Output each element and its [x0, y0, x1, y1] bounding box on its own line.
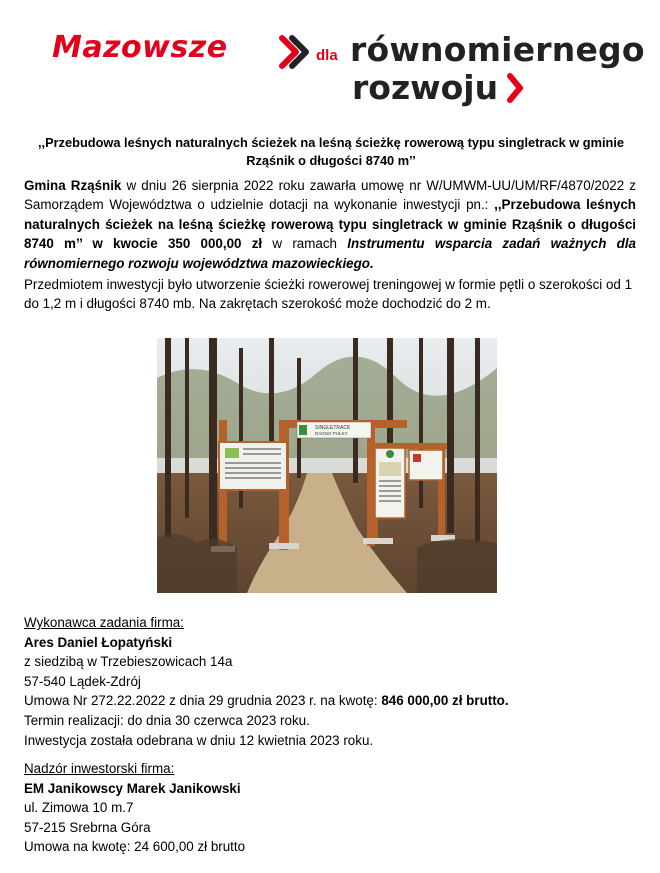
contractor-address2: 57-540 Lądek-Zdrój [24, 673, 141, 689]
supervision-address1: ul. Zimowa 10 m.7 [24, 800, 134, 816]
mazowsze-logo [0, 0, 660, 120]
contractor-section [24, 613, 509, 750]
project-name: ,,Przebudowa leśnych naturalnych ścieżek na leśną ścieżkę rowerową typu singletrack w gminie Rząśnik o długości 8740 m’’ w kwocie 350 000,00 zł [24, 197, 636, 252]
intro-paragraph [24, 176, 636, 273]
supervision-section [24, 759, 245, 857]
supervision-amount: Umowa na kwotę: 24 600,00 zł brutto [24, 839, 246, 855]
intro-text-1: w dniu 26 sierpnia 2022 roku zawarła umowę nr W/UMWM-UU/UM/RF/4870/2022 z Samorządem Województwa o udzielnie dotacji na wykonanie inwestycji pn.: [24, 178, 637, 213]
contractor-contract [24, 691, 509, 711]
contract-prefix: Umowa Nr 272.22.2022 z dnia 29 grudnia 2023 r. na kwotę: [24, 693, 382, 709]
brand-name: Mazowsze [52, 30, 228, 65]
slogan-line1: równomiernego [350, 30, 645, 69]
intro-text-2: w ramach [262, 236, 348, 252]
supervision-heading: Nadzór inwestorski firma: [24, 761, 175, 776]
contractor-deadline: Termin realizacji: do dnia 30 czerwca 2023 roku. [24, 712, 310, 728]
contractor-address1: z siedzibą w Trzebieszowicach 14a [24, 654, 233, 670]
instrument-name: Instrumentu wsparcia zadań ważnych dla równomiernego rozwoju województwa mazowieckiego. [24, 236, 636, 271]
trail-entrance-photo [157, 338, 497, 593]
gmina-name: Gmina Rząśnik [24, 178, 122, 193]
contract-amount: 846 000,00 zł brutto. [381, 693, 509, 709]
supervision-name: EM Janikowscy Marek Janikowski [24, 780, 241, 796]
contractor-name: Ares Daniel Łopatyński [24, 634, 173, 650]
sign-line1: SINGLETRACK [315, 425, 351, 431]
scope-paragraph: Przedmiotem inwestycji było utworzenie ścieżki rowerowej treningowej w formie pętli o szerokości od 1 do 1,2 m i długości 8740 mb. Na zakrętach szerokość może dochodzić do 2 m. [24, 277, 633, 312]
document-title: ,,Przebudowa leśnych naturalnych ścieżek na leśną ścieżkę rowerową typu singletrack w gminie Rząśnik o długości 8740 m’’ [37, 135, 625, 168]
brand-dla: dla [316, 47, 338, 64]
contractor-heading: Wykonawca zadania firma: [24, 615, 184, 630]
contractor-received: Inwestycja została odebrana w dniu 12 kwietnia 2023 roku. [24, 732, 374, 748]
slogan-line2: rozwoju [352, 68, 499, 107]
sign-line2: DAGNO PUŁKY [315, 431, 348, 436]
supervision-address2: 57-215 Srebrna Góra [24, 819, 151, 835]
